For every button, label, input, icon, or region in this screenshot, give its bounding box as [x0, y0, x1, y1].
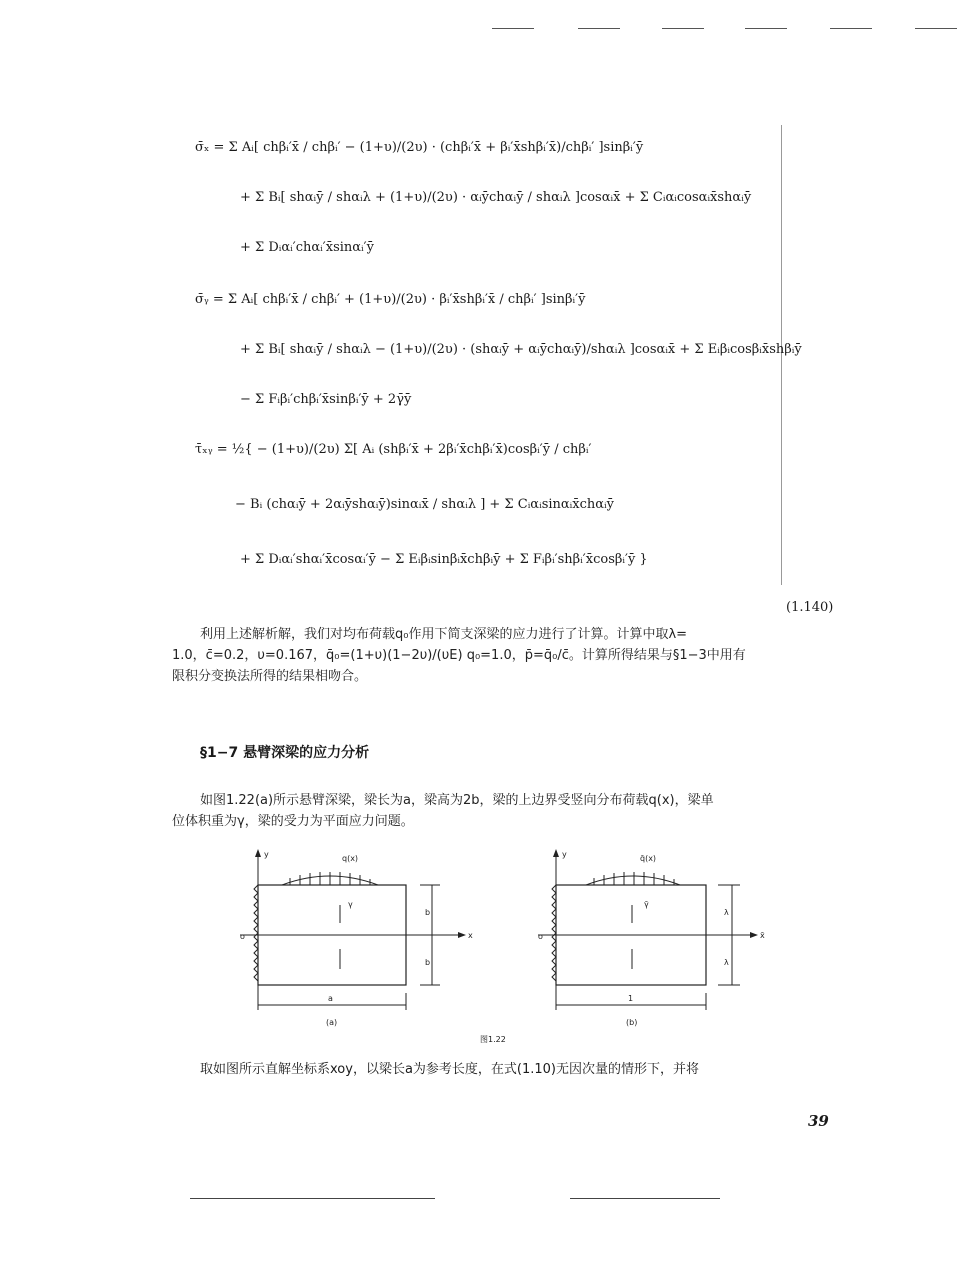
figure-b-load-label: q̄(x): [640, 854, 657, 863]
equation-sigma-y-line3: − Σ Fᵢβᵢ′chβᵢ′x̄sinβᵢ′ȳ + 2γ̄ȳ: [240, 392, 412, 407]
equation-sigma-y-line1: σ̄ᵧ = Σ Aᵢ[ chβᵢ′x̄ / chβᵢ′ + (1+υ)/(2υ) · βᵢ′x̄shβᵢ′x̄ / chβᵢ′ ]sinβᵢ′ȳ: [195, 292, 586, 307]
figure-b-length-label: 1: [628, 994, 634, 1003]
equation-block: [195, 120, 802, 590]
equation-tau-xy-line2: − Bᵢ (chαᵢȳ + 2αᵢȳshαᵢȳ)sinαᵢx̄ / shαᵢλ ] + Σ Cᵢαᵢsinαᵢx̄chαᵢȳ: [235, 497, 615, 512]
section-heading: §1−7 悬臂深梁的应力分析: [200, 745, 370, 761]
header-rule: [492, 28, 534, 29]
header-rule: [578, 28, 620, 29]
header-rule: [745, 28, 787, 29]
equation-sigma-x-line1: σ̄ₓ = Σ Aᵢ[ chβᵢ′x̄ / chβᵢ′ − (1+υ)/(2υ) · (chβᵢ′x̄ + βᵢ′x̄shβᵢ′x̄)/chβᵢ′ ]sinβᵢ′ȳ: [195, 140, 644, 155]
equation-sigma-x-line2: + Σ Bᵢ[ shαᵢȳ / shαᵢλ + (1+υ)/(2υ) · αᵢȳchαᵢȳ / shαᵢλ ]cosαᵢx̄ + Σ Cᵢαᵢcosαᵢx̄shαᵢȳ: [240, 190, 752, 205]
equation-sigma-x-line3: + Σ Dᵢαᵢ′chαᵢ′x̄sinαᵢ′ȳ: [240, 240, 374, 255]
figure-b-lambda-top-label: λ: [724, 908, 729, 917]
footer-rule: [570, 1198, 720, 1199]
figure-caption: 图1.22: [480, 1035, 506, 1044]
page-number: 39: [808, 1112, 829, 1130]
figure-a-sub-label: (a): [326, 1018, 338, 1027]
paragraph-results: [172, 624, 852, 687]
paragraph-line: 利用上述解析解，我们对均布荷载q₀作用下简支深梁的应力进行了计算。计算中取λ=: [200, 627, 688, 642]
figure-a-b-bottom-label: b: [425, 958, 431, 967]
equation-tau-xy-line3: + Σ Dᵢαᵢ′shαᵢ′x̄cosαᵢ′ȳ − Σ Eᵢβᵢsinβᵢx̄chβᵢȳ + Σ Fᵢβᵢ′shβᵢ′x̄cosβᵢ′ȳ }: [240, 552, 648, 567]
figure-a-y-label: y: [264, 850, 269, 859]
figure-a-origin-label: o: [240, 932, 245, 941]
figure-b: [528, 845, 778, 1035]
equation-sigma-y-line2: + Σ Bᵢ[ shαᵢȳ / shαᵢλ − (1+υ)/(2υ) · (shαᵢȳ + αᵢȳchαᵢȳ)/shαᵢλ ]cosαᵢx̄ + Σ Eᵢβᵢcosβᵢx̄shβᵢȳ: [240, 342, 802, 357]
paragraph-line: 如图1.22(a)所示悬臂深梁，梁长为a，梁高为2b，梁的上边界受竖向分布荷载q(x)，梁单: [200, 793, 714, 808]
load-arrows: [290, 872, 370, 885]
header-rule: [915, 28, 957, 29]
figure-a-length-label: a: [328, 994, 333, 1003]
figure-b-gamma-label: γ̄: [644, 900, 649, 909]
figure-a-load-label: q(x): [342, 854, 359, 863]
figure-b-lambda-bottom-label: λ: [724, 958, 729, 967]
header-rule: [830, 28, 872, 29]
figure-a-x-label: x: [468, 931, 473, 940]
equation-tau-xy-line1: τ̄ₓᵧ = ½{ − (1+υ)/(2υ) Σ[ Aᵢ (shβᵢ′x̄ + 2βᵢ′x̄chβᵢ′x̄)cosβᵢ′ȳ / chβᵢ′: [195, 442, 592, 457]
figure-a-gamma-label: γ: [348, 900, 353, 909]
paragraph-line: 限积分变换法所得的结果相吻合。: [172, 669, 368, 684]
paragraph-line: 位体积重为γ，梁的受力为平面应力问题。: [172, 814, 414, 829]
figure-b-y-label: y: [562, 850, 567, 859]
paragraph-coordinate-system: 取如图所示直解坐标系xoy，以梁长a为参考长度，在式(1.10)无因次量的情形下，并将: [200, 1062, 699, 1077]
figure-a-b-top-label: b: [425, 908, 431, 917]
paragraph-intro: [172, 790, 852, 832]
header-rule: [662, 28, 704, 29]
figure-b-x-label: x̄: [760, 931, 765, 940]
footer-rule: [190, 1198, 435, 1199]
figure-a: [230, 845, 480, 1035]
paragraph-line: 1.0，c̄=0.2，υ=0.167，q̄₀=(1+υ)(1−2υ)/(υE) q₀=1.0，p̄=q̄₀/c̄。计算所得结果与§1−3中用有: [172, 648, 746, 663]
figure-b-sub-label: (b): [626, 1018, 638, 1027]
figure-b-origin-label: o: [538, 932, 543, 941]
equation-number: (1.140): [786, 600, 834, 615]
